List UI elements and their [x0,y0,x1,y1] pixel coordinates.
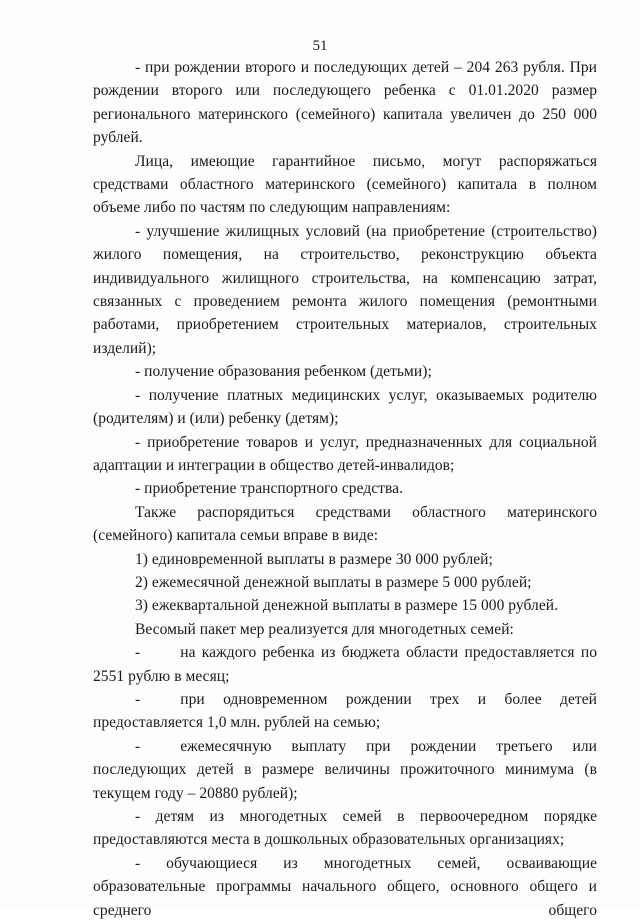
paragraph-students: - обучающиеся из многодетных семей, осваивающие образовательные программы начального общего, основного общего и среднего общего [93,854,597,919]
list-item-quarterly-payment: 3) ежеквартальной денежной выплаты в размере 15 000 рублей. [135,597,559,615]
dash-item-per-child: - на каждого ребенка из бюджета области предоставляется по 2551 рублю в месяц; [93,644,597,685]
list-item-one-time-payment: 1) единовременной выплаты в размере 30 000 рублей; [135,550,493,568]
dash-item-monthly-third-child: - ежемесячную выплату при рождении третьего или последующих детей в размере величины прожиточного минимума (в текущем году – 20880 рублей); [93,737,597,802]
paragraph-disabled-adaptation: - приобретение товаров и услуг, предназначенных для социальной адаптации и интеграции в общество детей-инвалидов; [93,433,597,474]
paragraph-education: - получение образования ребенком (детьми); [135,363,432,381]
paragraph-transport: - приобретение транспортного средства. [135,480,404,498]
paragraph-housing: - улучшение жилищных условий (на приобретение (строительство) жилого помещения, на строительство, реконструкцию объекта индивидуального жилищного строительства, на компенсацию затрат, связанных с проведением ремонта жилого помещения (ремонтными работами, приобретением строительных материалов, строительных изделий); [93,222,597,357]
page-number: 51 [312,38,328,54]
dash-item-triplets: - при одновременном рождении трех и более детей предоставляется 1,0 млн. рублей на семью; [93,690,597,732]
paragraph-also-dispose: Также распорядиться средствами областного материнского (семейного) капитала семьи вправе в виде: [93,503,597,545]
paragraph-medical: - получение платных медицинских услуг, оказываемых родителю (родителям) и (или) ребенку (детям); [93,386,597,428]
dash-marker: - [135,644,141,662]
paragraph-preschool: - детям из многодетных семей в первоочередном порядке предоставляются места в дошкольных образовательных организациях; [93,808,597,849]
dash-marker: - [135,690,141,708]
paragraph-large-families: Весомый пакет мер реализуется для многодетных семей: [135,620,514,638]
paragraph-second-child-payment: - при рождении второго и последующих детей – 204 263 рубля. При рождении второго или последующего ребенка с 01.01.2020 размер регионального материнского (семейного) капитала увеличен до 250 000 рублей. [93,59,597,147]
document-body [93,56,597,922]
paragraph-guarantee-letter: Лица, имеющие гарантийное письмо, могут распоряжаться средствами областного материнского (семейного) капитала в полном объеме либо по частям по следующим направлениям: [93,152,597,217]
list-item-monthly-payment: 2) ежемесячной денежной выплаты в размере 5 000 рублей; [135,573,532,591]
dash-marker: - [135,737,141,755]
